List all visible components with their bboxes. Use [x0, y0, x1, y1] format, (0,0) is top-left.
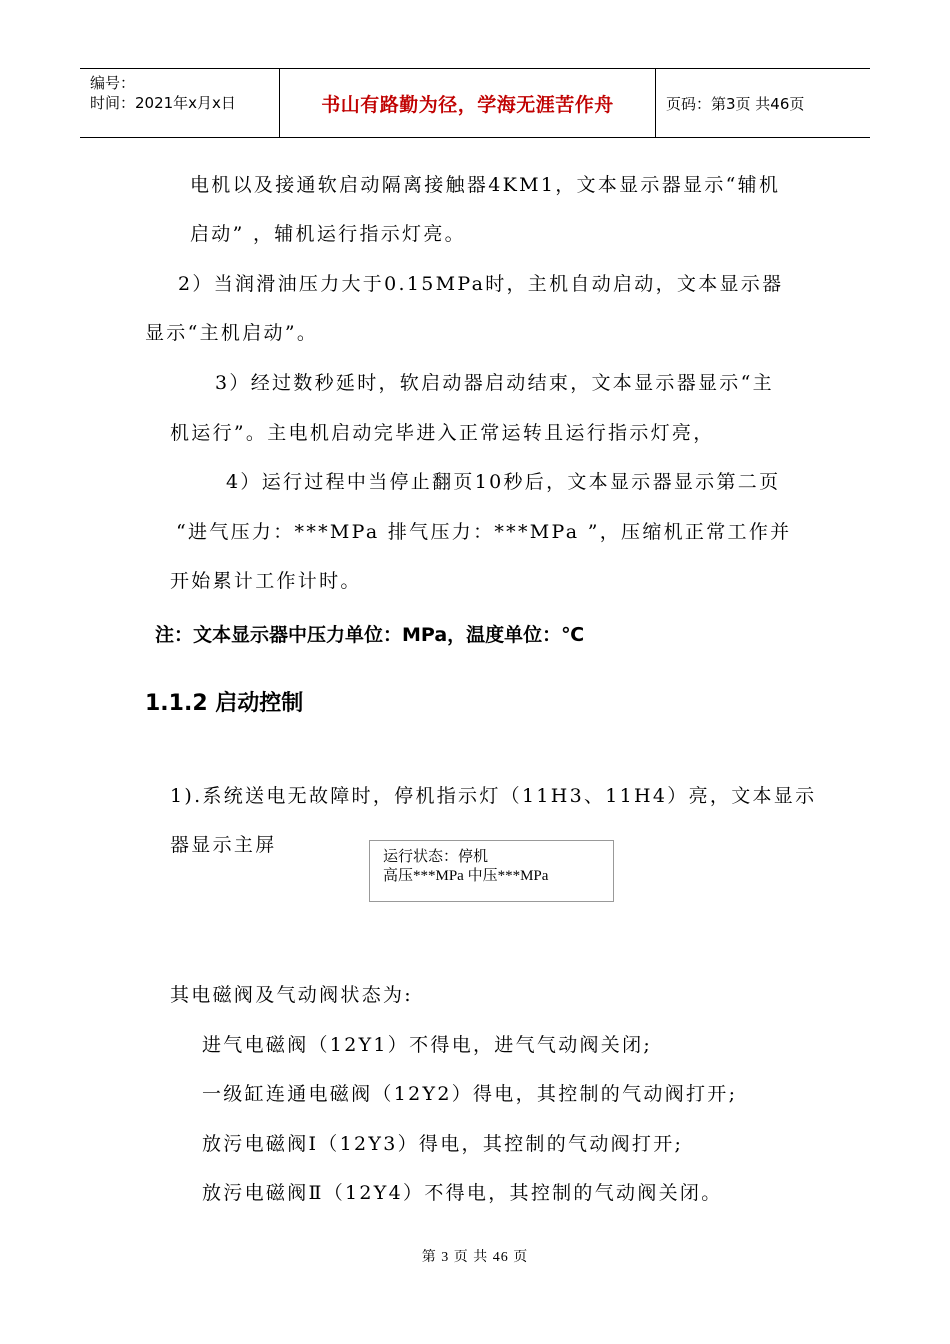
header-motto: 书山有路勤为径，学海无涯苦作舟 — [280, 69, 656, 137]
page-header — [80, 68, 870, 138]
body-line: 开始累计工作计时。 — [170, 570, 362, 592]
body-line: 显示“主机启动”。 — [145, 322, 319, 344]
header-number-label: 编号： — [90, 74, 136, 92]
valve-line: 进气电磁阀（12Y1）不得电，进气气动阀关闭; — [202, 1034, 653, 1056]
body-line: 机运行”。主电机启动完毕进入正常运转且运行指示灯亮， — [170, 422, 715, 444]
valve-line: 放污电磁阀Ⅱ（12Y4）不得电，其控制的气动阀关闭。 — [202, 1182, 723, 1204]
body-line: 电机以及接通软启动隔离接触器4KM1，文本显示器显示“辅机 — [190, 174, 781, 196]
body-line: 2）当润滑油压力大于0.15MPa时，主机自动启动，文本显示器 — [178, 273, 784, 295]
header-meta — [80, 69, 280, 137]
header-date-label: 时间：2021年x月x日 — [90, 94, 236, 112]
startup-line: 器显示主屏 — [170, 834, 277, 856]
valve-intro: 其电磁阀及气动阀状态为: — [170, 984, 414, 1006]
body-line: 4）运行过程中当停止翻页10秒后，文本显示器显示第二页 — [226, 471, 781, 493]
valve-line: 一级缸连通电磁阀（12Y2）得电，其控制的气动阀打开; — [202, 1083, 738, 1105]
body-line: 3）经过数秒延时，软启动器启动结束，文本显示器显示“主 — [215, 372, 774, 394]
body-line: “进气压力：***MPa 排气压力：***MPa ”，压缩机正常工作并 — [176, 521, 792, 543]
body-line: 启动” ，辅机运行指示灯亮。 — [190, 223, 466, 245]
display-status-line: 运行状态：停机 — [383, 849, 489, 865]
header-page-info: 页码：第3页 共46页 — [666, 94, 805, 113]
valve-line: 放污电磁阀Ⅰ（12Y3）得电，其控制的气动阀打开; — [202, 1133, 684, 1155]
page-footer: 第 3 页 共 46 页 — [421, 1250, 529, 1265]
units-note: 注：文本显示器中压力单位：MPa，温度单位：℃ — [155, 624, 585, 646]
section-heading: 1.1.2 启动控制 — [145, 691, 304, 716]
text-display-screen — [369, 840, 614, 902]
startup-line: 1).系统送电无故障时，停机指示灯（11H3、11H4）亮，文本显示 — [170, 785, 817, 807]
display-pressure-line: 高压***MPa 中压***MPa — [383, 868, 549, 884]
